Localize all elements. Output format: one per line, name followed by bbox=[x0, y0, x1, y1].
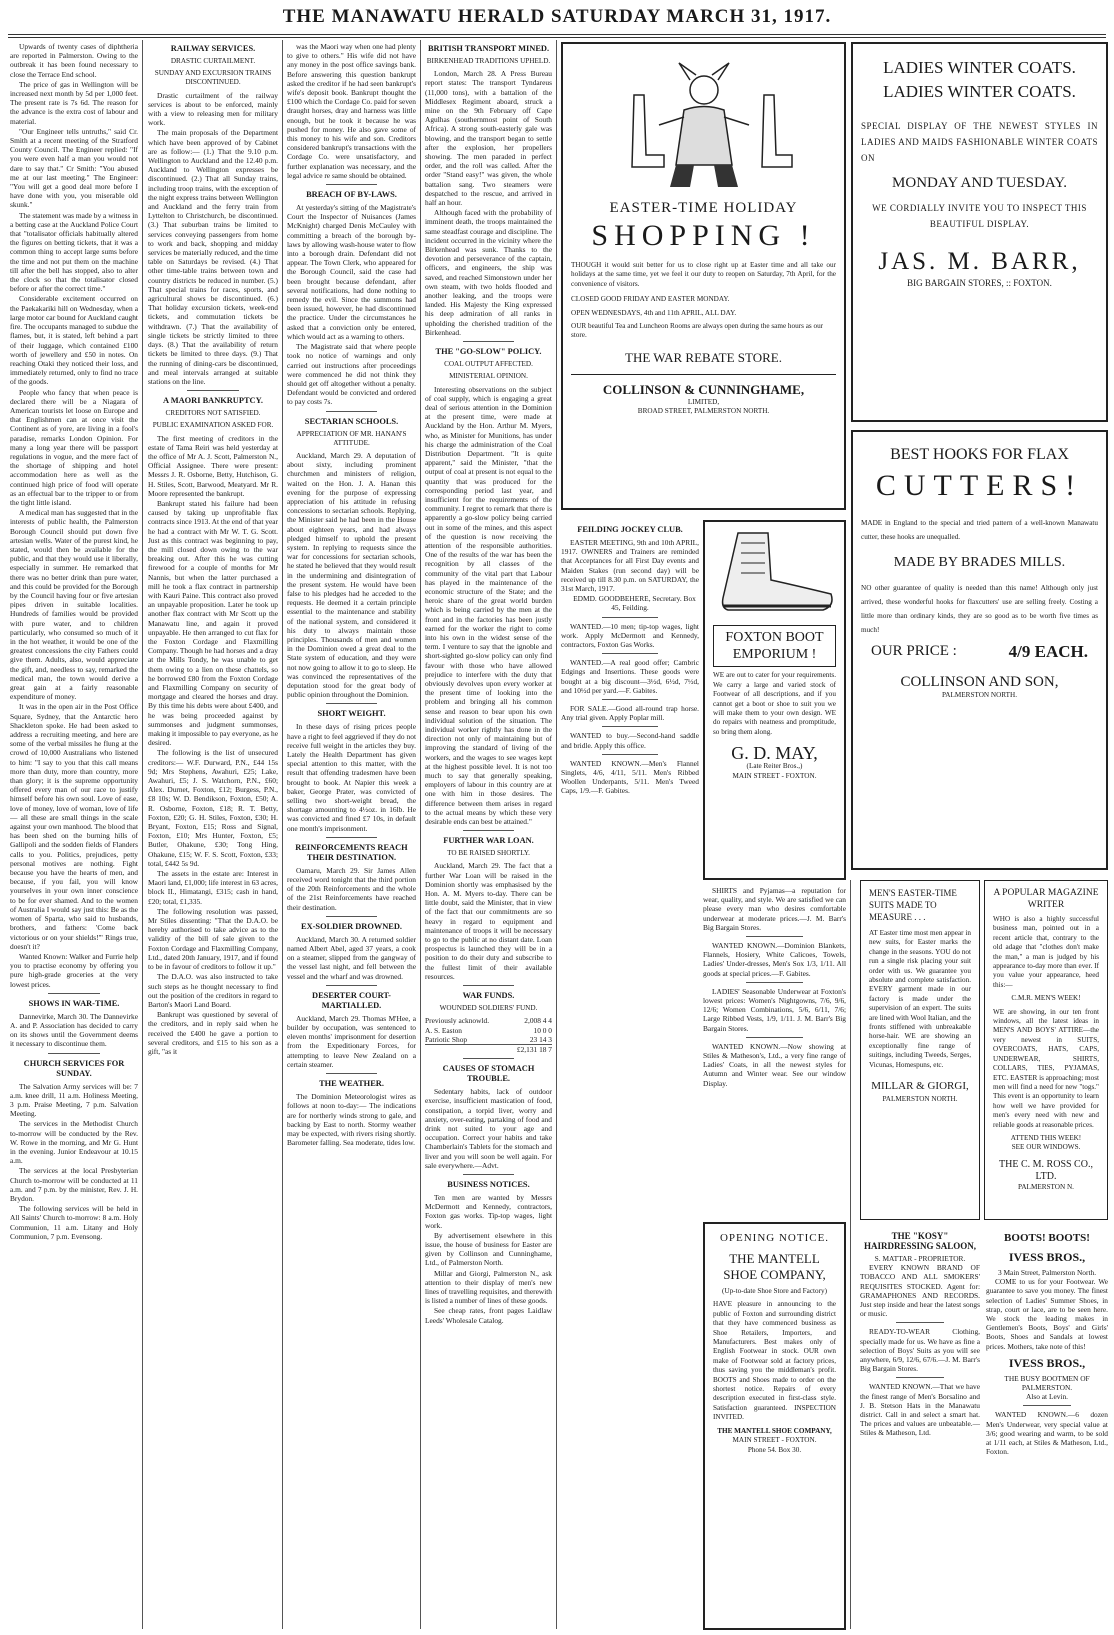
article-paragraph: Oamaru, March 29. Sir James Allen received word tonight that the third portion of the 20th Reinforcements and the whole of the 21st Reinforcements have reached their destination. bbox=[287, 865, 416, 912]
mens-text: AT Easter time most men appear in new suits, for Easter marks the change in the seasons. YOU do not run a single risk placing your suit order with us. We guarantee you absolute and complete satisfaction. EVERY garment made in our factory is made under the supervision of an expert. The suits are lined with Wool Italian, and the fronts stiffened with unbreakable horse-hair. WE are showing an exceptionally fine range of suitings, including Tweeds, Serges, Vicunas, Homespuns, etc. bbox=[869, 929, 971, 1069]
separator bbox=[326, 184, 378, 185]
article-paragraph: The D.A.O. was also instructed to take such steps as he thought necessary to find out the position of the creditors in regard to Barton's Maori Land Board. bbox=[148, 972, 278, 1009]
fund-table bbox=[425, 1016, 552, 1054]
classified-ad: WANTED KNOWN.—Men's Flannel Singlets, 4/6, 4/11, 5/11. Men's Ribbed Woollen Underpants, 5/11. Men's Tweed Caps, 1/9.—F. Gabites. bbox=[561, 758, 699, 796]
mantell-phone: Phone 54. Box 30. bbox=[747, 1445, 802, 1454]
mantell-address: MAIN STREET - FOXTON. bbox=[732, 1436, 817, 1445]
classified-ad: LADIES' Seasonable Underwear at Foxton's lowest prices: Women's Nightgowns, 7/6, 9/6, 12/6; Women Combinations, 5/6, 6/11, 7/6; Large Ribbed Vests, 1/9, 1/11. J. M. Barr's Big Bargain Stores. bbox=[703, 986, 846, 1033]
boot-emporium-name: FOXTON BOOT EMPORIUM ! bbox=[713, 625, 836, 667]
jockey-sign: EDMD. GOODBEHERE, Secretary. Box 45, Feilding. bbox=[573, 594, 696, 613]
article-heading: BUSINESS NOTICES. bbox=[447, 1179, 530, 1189]
mantell-footer-name: THE MANTELL SHOE COMPANY, bbox=[717, 1426, 832, 1435]
article-subheading: DRASTIC CURTAILMENT. bbox=[170, 57, 256, 65]
masthead: THE MANAWATU HERALD SATURDAY MARCH 31, 1917. bbox=[282, 6, 832, 27]
writer-text-2: WE are showing, in our ten front windows, all the latest ideas in MEN'S AND BOYS' ATTIRE—the very newest in SUITS, OVERCOATS, HATS, CAPS, UNDERWEAR, SHIRTS, COLLARS, TIES, PYJAMAS, ETC. EASTER is approaching; most men will find a need for new "togs." This event is an opportunity to learn how well we have provided for men's every need with new and reliable goods at reasonable prices. bbox=[993, 1007, 1100, 1129]
mantell-name: THE MANTELL SHOE COMPANY, bbox=[723, 1251, 826, 1282]
separator bbox=[48, 993, 99, 994]
article-heading: FURTHER WAR LOAN. bbox=[443, 836, 534, 846]
column-divider bbox=[850, 880, 851, 1629]
jockey-text: EASTER MEETING, 9th and 10th APRIL, 1917. OWNERS and Trainers are reminded that Acceptances for all First Day events and Maiden Stakes (run second day) will be received up till 8.30 p.m. on SATURDAY, the 31st March, 1917. bbox=[561, 538, 699, 594]
ivess-name-2: IVESS BROS., bbox=[1008, 1355, 1086, 1370]
classifieds-left bbox=[561, 520, 699, 880]
article-paragraph: Auckland, March 29. The fact that a further War Loan will be raised in the Dominion shortly was emphasised by the Hon. A. M. Myers to-day. There can be little doubt, said the Minister, that in view of the fact that our commitments are so heavy in regard to equipment and maintenance of troops it will be necessary to go to the public at no distant date. Loan prospectus is launched they will be in a position to do their duty and subscribe to the fullest limit of their available resources. bbox=[425, 861, 552, 981]
article-heading: DESERTER COURT-MARTIALLED. bbox=[312, 990, 391, 1010]
article-paragraph: A medical man has suggested that in the interests of public health, the Palmerston Borough Council should put down five artesian wells. Water of the purest kind, he stated, would then be available for the public, and that they would use it liberally, especially in summer. He remarked that there was no better drink than pure water, and this could be provided for the Borough by the Council having four or five artesian pipes driven in suitable localities. Hundreds of families would be provided with pure water, and to children particularly, who consumed so much of it in the hot weather, it would be one of the greatest concessions the city Fathers could give them. Adults, also, would appreciate the gift, and, needless to say, remarked the medical man, the town would derive a great gain at a fairly reasonable expenditure of money. bbox=[10, 508, 138, 702]
masthead-rule-2 bbox=[8, 37, 1106, 38]
article-paragraph: See cheap rates, front pages Laidlaw Leeds' Wholesale Catalog. bbox=[425, 1306, 552, 1325]
separator bbox=[602, 726, 657, 727]
separator bbox=[326, 1073, 378, 1074]
ivess-address: 3 Main Street, Palmerston North. bbox=[997, 1268, 1097, 1277]
article-heading: SHORT WEIGHT. bbox=[317, 709, 386, 719]
classified-ad: SHIRTS and Pyjamas—a reputation for wear, quality, and style. We are satisfied we can please every man who desires comfortable underwear at moderate prices.—J. M. Barr's Big Bargain Stores. bbox=[703, 886, 846, 932]
article-paragraph: "Our Engineer tells untruths," said Cr. Smith at a recent meeting of the Stratford County Council. The Engineer replied: "If you were even half a man you would not dare to say that." Cr Smith: "You abused me at our last meeting." The Engineer: "You will get a good deal more before I have done with you, you miserable old skunk." bbox=[10, 126, 138, 210]
fund-row-label: A. S. Easton bbox=[425, 1025, 462, 1035]
separator bbox=[326, 703, 378, 704]
separator bbox=[746, 982, 803, 983]
article-heading: THE "GO-SLOW" POLICY. bbox=[435, 347, 542, 357]
article-paragraph: The services in the Methodist Church to-morrow will be conducted by the Rev. W. Rowe in the morning, and Mr G. Hunt in the evening. Junior Endeavour at 10.15 a.m. bbox=[10, 1119, 138, 1166]
article-paragraph: It was in the open air in the Post Office Square, Sydney, that the Antarctic hero Shackleton spoke. He had been asked to address a recruiting meeting, and here are some of the verbal missiles he flung at the crowd of 10,000 Australians who listened to him: "I say to you that this call means more than duty, more than country, more than glory; it is the supreme opportunity offered every man of our race to justify himself before his own soul. Love of ease, love of money, love of woman, love of life — all these are small things in the scale against your own manhood. The blood that has been shed on the burning hills of Gallipoli and the sodden fields of Flanders calls to you. Politics, prejudices, petty personal motives are nothing. Fight because you have the hearts of men, and because, if you fail, you will know yourselves in your own inner conscience to be for ever shamed. And to the women of Australia I would say just this: Be as the women of Sparta, who said to husbands, brothers, and fathers: 'Come back victorious or on your shields!'" Rings true, doesn't it? bbox=[10, 702, 138, 951]
coats-heading: LADIES WINTER COATS. bbox=[883, 58, 1076, 77]
coats-heading-2: LADIES WINTER COATS. bbox=[883, 82, 1076, 101]
article-paragraph: The Salvation Army services will be: 7 a.m. knee drill, 11 a.m. Holiness Meeting, 3 p.m. Praise Meeting, 7 p.m. Salvation Meeting. bbox=[10, 1081, 138, 1119]
article-heading: BREACH OF BY-LAWS. bbox=[306, 190, 397, 200]
easter-open: OPEN WEDNESDAYS, 4th and 11th APRIL, ALL DAY. bbox=[571, 308, 737, 317]
mantell-subtitle: (Up-to-date Shoe Store and Factory) bbox=[722, 1287, 827, 1295]
easter-shopping-heading: SHOPPING ! bbox=[591, 219, 816, 252]
separator bbox=[187, 390, 239, 391]
article-paragraph: The Dominion Meteorologist wires as follows at noon to-day:— The indications are for northerly winds strong to gale, and backing by East to north. Stormy weather may be expected, with rivers rising shortly. Barometer falling. Sea moderate, tides low. bbox=[287, 1092, 416, 1148]
article-paragraph: Auckland, March 29. Thomas M'Hee, a builder by occupation, was sentenced to eleven months' imprisonment for desertion from the Expeditionary Forces, for attempting to leave New Zealand on a certain steamer. bbox=[287, 1013, 416, 1069]
kosy-column bbox=[860, 1226, 980, 1630]
article-paragraph: The services at the local Presbyterian Church to-morrow will be conducted at 11 a.m. and 7 p.m. by the minister, Rev. J. H. Brydon. bbox=[10, 1166, 138, 1203]
separator bbox=[326, 916, 378, 917]
classifieds-right bbox=[703, 886, 846, 1216]
article-paragraph: Bankrupt was questioned by several of the creditors, and in reply said when he received the £400 he gave a portion to several creditors, and £15 to his son as a gift, "as it bbox=[148, 1010, 278, 1056]
ivess-text: COME to us for your Footwear. We guarantee to save you money. The finest selection of Ladies' Summer Shoes, in strap, court or lace, are to be seen here. We stock the leading makes in Gentlemen's Boots, Boys' and Girls' Boots, Shoes and Sandals at lowest prices. Mothers, take note of this! bbox=[986, 1277, 1108, 1351]
article-paragraph: The following is the list of unsecured creditors:— W.F. Durward, P.N., £44 15s 9d; Mrs Stephens, Awahuri, £25; Lake, Awahuri, £5; J. S. Watchorn, P.N., £60; Alex. Durnet, Foxton, £12; Burgess, P.N., £8 10s; W. D. Bendikson, Foxton, £50; A. R. Osborne, Foxton, £18; R. T. Betty, Foxton, £20; G. H. Stiles, Foxton, £30; H. Bryant, Foxton, £15; Ross and Signal, Foxton, £10; Mrs Hunter, Foxton, £5; Butler, Ohakune, £30; Tong Hing, Ohakune, £15; W. F. S. Scott, Foxton, £33; total, £442 5s 9d. bbox=[148, 748, 278, 868]
ivess-name: IVESS BROS., bbox=[1008, 1250, 1086, 1264]
article-paragraph: In these days of rising prices people have a right to feel aggrieved if they do not receive full weight in the articles they buy. Lately the Health Department has given special attention to this matter, with the result that offending tradesmen have been brought to book. At Napier this week a baker, George Prater, was convicted of selling two short-weight bread, the shortage amounting to 4½oz. in 16lb. He was convicted and fined £7 10s, in default one month's imprisonment. bbox=[287, 722, 416, 833]
fund-row-amount: 2,008 4 4 bbox=[524, 1016, 552, 1026]
easter-title: EASTER-TIME HOLIDAY bbox=[609, 200, 798, 216]
separator bbox=[896, 1322, 944, 1323]
article-paragraph: Dannevirke, March 30. The Dannevirke A. and P. Association has decided to carry on its shows until the Government deems it necessary to discontinue them. bbox=[10, 1011, 138, 1049]
separator bbox=[326, 985, 378, 986]
coats-text: SPECIAL DISPLAY OF THE NEWEST STYLES IN LADIES AND MAIDS FASHIONABLE WINTER COATS ON bbox=[861, 121, 1098, 163]
article-paragraph: Sedentary habits, lack of outdoor exercise, insufficient mastication of food, constipation, a torpid liver, worry and anxiety, over-eating, partaking of food and drink not suited to your age and occupation. Correct your habits and take Chamberlain's Tablets for the stomach and liver and you will soon be well again. For sale everywhere.—Advt. bbox=[425, 1087, 552, 1170]
mantell-opening: OPENING NOTICE. bbox=[719, 1232, 830, 1244]
separator bbox=[463, 830, 514, 831]
may-late: (Late Reiter Bros.,) bbox=[746, 762, 803, 771]
article-paragraph: The assets in the estate are: Interest in Maori land, £1,000; life interest in 63 acres, block II., Himatangi, £315; cash in hand, £20; total, £1,335. bbox=[148, 869, 278, 906]
see-windows: SEE OUR WINDOWS. bbox=[1011, 1143, 1081, 1152]
collinson-son-name: COLLINSON AND SON, bbox=[900, 674, 1059, 691]
kosy-text: EVERY KNOWN BRAND OF TOBACCO AND ALL SMOKERS' REQUISITES STOCKED. Agent for: GRAMAPHONES AND RECORDS. Just step inside and hear the latest songs or music. bbox=[860, 1263, 980, 1319]
column-divider bbox=[420, 40, 421, 1629]
article-paragraph: The Magistrate said that where people took no notice of warnings and only carried out instructions after proceedings were commenced he did not think they should get off altogether without a penalty. Defendant would be convicted and ordered to pay costs 7s. bbox=[287, 342, 416, 407]
may-address: MAIN STREET - FOXTON. bbox=[732, 771, 817, 780]
article-paragraph: The statement was made by a witness in a betting case at the Auckland Police Court that "totalisator officials habitually altered the figures on betting tickets, that it was a common thing to accept large sums before the time and not put them on the machine till after the bell has stopped, also to alter the clock so that the totalisator closed before or after the correct time." bbox=[10, 210, 138, 294]
flax-hooks-ad bbox=[851, 430, 1108, 870]
easter-tea: OUR beautiful Tea and Luncheon Rooms are always open during the same hours as our store. bbox=[571, 322, 824, 340]
coats-days: MONDAY AND TUESDAY. bbox=[892, 175, 1067, 191]
classified-ad: WANTED KNOWN.—Now showing at Stiles & Matheson's, Ltd., a very fine range of Ladies' Coats, in all the newest styles for Autumn and Winter wear. See our window Display. bbox=[703, 1041, 846, 1088]
article-heading: BRITISH TRANSPORT MINED. bbox=[427, 44, 550, 53]
brades-mills: MADE BY BRADES MILLS. bbox=[893, 555, 1066, 570]
separator bbox=[463, 985, 514, 986]
price-value: 4/9 EACH. bbox=[1008, 642, 1088, 661]
article-subheading: MINISTERIAL OPINION. bbox=[449, 372, 528, 381]
article-paragraph: Millar and Giorgi, Palmerston N., ask attention to their display of men's new lines of travelling requisites, and therewith is listed a number of lines of these goods. bbox=[425, 1268, 552, 1306]
article-heading: REINFORCEMENTS REACH THEIR DESTINATION. bbox=[295, 842, 408, 862]
classified-ad: WANTED.—10 men; tip-top wages, light work. Apply McDermott and Kennedy, contractors, Foxton Gas Works. bbox=[561, 621, 699, 650]
collinson-name: COLLINSON & CUNNINGHAME, bbox=[602, 381, 805, 397]
collinson-son-address: PALMERSTON NORTH. bbox=[941, 691, 1018, 700]
article-paragraph: By advertisement elsewhere in this issue, the house of business for Easter are given by Collinson and Cunninghame, Ltd., of Palmerston North. bbox=[425, 1230, 552, 1268]
article-subheading: TO BE RAISED SHORTLY. bbox=[447, 849, 530, 858]
boot-emporium-ad bbox=[703, 520, 846, 880]
classified-ad: WANTED.—A real good offer; Cambric Edgings and Insertions. These goods were bought at a big discount—3½d, 6½d, 7½d, and 10½d per yard.—F. Gabites. bbox=[561, 658, 699, 695]
article-subheading: CREDITORS NOT SATISFIED. bbox=[165, 409, 261, 418]
article-paragraph: At yesterday's sitting of the Magistrate's Court the Inspector of Nuisances (James McKnight) charged Denis McCauley with committing a breach of the borough by-laws by allowing wash-house water to flow into a borough drain. Defendant did not appear. The Town Clerk, who appeared for the Borough Council, said the case had been brought because defendant, after several notifications, had done nothing to remedy the evil. Since the summons had been issued, however, he had discontinued the practice. Under the circumstances he asked that a conviction only be entered, which would act as a warning to others. bbox=[287, 203, 416, 341]
separator bbox=[602, 617, 657, 618]
article-paragraph: Bankrupt stated his failure had been caused by taking up unprofitable flax contracts since 1913. At the end of that year he had a contract with Mr W. T. G. Scott. Just as this contract was beginning to pay, the mill closed down owing to the war breaking out. After this he was cutting firewood for a couple of months for Mr Nannis, but when the latter purchased a mill he took a flax contract in partnership with Kauri Paine. This contract also proved an unpayable proposition. Later he took up another flax contract with Mr Scott up the Manawatu line, and again it proved unpayable. He then arranged to cut flax for the Foxton Cordage and Flaxmilling Company. Though he had horses and a dray at the Mills Tondy, he was unable to get them owing to a lien on these chattels, so he borrowed £80 from the Foxton Cordage and Flaxmilling Company on security of mortgage and cleared the horses and dray. By this time his debts were about £400, and he was being proceeded against by summonses and judgment summonses, making it impossible to pay everyone, as he desired. bbox=[148, 498, 278, 748]
fund-row-label: Previously acknowld. bbox=[425, 1016, 490, 1026]
article-heading: RAILWAY SERVICES. bbox=[170, 44, 256, 53]
easter-shopping-ad bbox=[561, 42, 846, 510]
article-paragraph: Auckland, March 29. A deputation of about sixty, including prominent churchmen and ministers of religion, waited on the Hon. J. A. Hanan this evening for the purpose of expressing appreciation of his attitude in refusing concessions to sectarian schools. Replying, the Minister said he had been in the House about eighteen years, and had always pledged himself to uphold the present system. In replying to requests since the war for concessions for sectarian schools, he stated he believed that they would result in the undermining and disintegration of the present system. He would have been false to his pledges had he acceded to the requests. He deemed it a certain principle essential to the maintenance and stability of the national system, and considered it his duty to always maintain those principles. Thousands of men and women in the Dominion owed a great deal to the State system of education, and they were not now going to allow it to go to sleep. He was convinced the representatives of the deputation stood for the great body of public opinion throughout the Dominion. bbox=[287, 450, 416, 700]
classified-ad: WANTED to buy.—Second-hand saddle and bridle. Apply this office. bbox=[561, 731, 699, 750]
attend-week: ATTEND THIS WEEK! bbox=[1010, 1133, 1082, 1142]
article-paragraph: Considerable excitement occurred on the Paekakariki hill on Wednesday, when a large motor car bound for Auckland caught fire. The occupants managed to subdue the flames, but, it is stated, left behind a part of their luggage, which contained £100 worth of jewellery and £50 in notes. On reaching Otaki they noticed their loss, and immediately returned, only to find no trace of the goods. bbox=[10, 294, 138, 387]
separator bbox=[746, 936, 803, 937]
classified-ad: READY-TO-WEAR Clothing, specially made for us. We have as fine a selection of Boys' Suits as you will see anywhere, 6/9, 12/6, 67/6.—J. M. Barr's Big Bargain Stores. bbox=[860, 1327, 980, 1374]
article-heading: CHURCH SERVICES FOR SUNDAY. bbox=[23, 1058, 125, 1078]
fund-row-amount: 10 0 0 bbox=[533, 1025, 552, 1035]
article-paragraph: Interesting observations on the subject of coal supply, which is engaging a great deal of serious attention in the Dominion at the present time, were made at Auckland by the Hon. Arthur M. Myers, who, as Minister for Munitions, has under his charge the administration of the Coal Distribution Department. "It is quite apparent," said the Minister, "that the output of coal at present is not equal to the quantity that was produced for the corresponding period last year, and insufficient for the requirements of the community. I regret to remark that there is apparently a go-slow policy being carried out in some of the mines, and this aspect of the question is now receiving the attention of the responsible authorities. One of the results of the war has been the recognition by all classes of the community of the vital part that Labour has played in the maintenance of the economic structure of the State; and the heroic share of the great world burden which is being carried by the men at the front and in the factories has been justly earned for the worker the right to come into his own in the widest sense of the term. I venture to say that the ignoble and short-sighted go-slow policy can only find favour with those who have allowed prejudice to interfere with the duty that obviously devolves upon every worker at the present time of looking into the problem and bringing all his common sense and reason to bear upon his own individual solution of the situation. The individual worker rightly has done in the direction not only of maintaining but of improving the standard of living of the workers, and the wages to see wages kept at the highest possible level. It is not too much to say that generally speaking, employers of labour in this country are at one with him in those desires. The difference between them arises in regard to the actual means by which these very desirable ends can best be attained." bbox=[425, 384, 552, 827]
writer-heading: A POPULAR MAGAZINE WRITER bbox=[993, 888, 1099, 910]
article-paragraph: Ten men are wanted by Messrs McDermott and Kennedy, contractors, Foxton gas works. Tip-top wages, light work. bbox=[425, 1192, 552, 1230]
article-subheading: APPRECIATION OF MR. HANAN'S ATTITUDE. bbox=[296, 429, 407, 447]
separator bbox=[326, 837, 378, 838]
separator bbox=[463, 341, 514, 342]
fund-row bbox=[425, 1016, 552, 1025]
article-paragraph: The following resolution was passed, Mr Stiles dissenting: "That the D.A.O. be hereby authorised to take advice as to the validity of the bill of sale given to the Foxton Cordage and Flaxmilling Company, Ltd., dated 20th January, 1917, and if found to be in favour of creditors to follow it up." bbox=[148, 906, 278, 972]
ivess-levin: Also at Levin. bbox=[1025, 1392, 1069, 1402]
collinson-ltd: LIMITED, bbox=[687, 397, 720, 406]
article-subheading: BIRKENHEAD TRADITIONS UPHELD. bbox=[426, 57, 551, 65]
ivess-tagline: THE BUSY BOOTMEN OF PALMERSTON. bbox=[1004, 1373, 1090, 1393]
separator bbox=[463, 1174, 514, 1175]
article-heading: A MAORI BANKRUPTCY. bbox=[163, 396, 263, 406]
writer-text: WHO is also a highly successful business man, pointed out in a recent article that, contrary to the old adage that "clothes don't make the man," a man is judged by his appearance to-day more than ever. If you value your appearance, heed this:— bbox=[993, 915, 1099, 989]
article-paragraph: Although faced with the probability of imminent death, the troops maintained the same steadfast courage and discipline. The incident occurred in the vicinity where the Birkenhead was sunk. Thanks to the devotion and perseverance of the captain, officers, and engineers, the ship was saved, and reached Simonstown under her own steam, with two holds flooded and another leaking, and the troops were landed. His Majesty the King expressed his deep admiration of all ranks in upholding the cherished tradition of the Birkenhead. bbox=[425, 208, 552, 337]
column-3 bbox=[287, 42, 416, 1630]
fund-total: £2,131 18 7 bbox=[425, 1044, 552, 1054]
article-paragraph: People who fancy that when peace is declared there will be a Niagara of American tourists let loose on Europe and that Englishmen can at once visit the Continent as of yore, are living in a fool's paradise, remarks London Opinion. For many a long year there will be passport regulations in vogue, and the mere fact of the shortage of shipping and hotel accommodation here as well as the continued high price of food will operate as an effectual bar to the tripper to or from the tight little island. bbox=[10, 387, 138, 507]
jockey-heading: FEILDING JOCKEY CLUB. bbox=[577, 525, 683, 534]
article-paragraph: The price of gas in Wellington will be increased next month by 5d per 1,000 feet. The present rate is 7s 6d. The reason for the advance is the extra cost of labour and material. bbox=[10, 79, 138, 126]
separator bbox=[1023, 1405, 1072, 1406]
price-row bbox=[871, 642, 1088, 661]
fund-row-amount: 23 14 3 bbox=[529, 1034, 552, 1044]
article-heading: CAUSES OF STOMACH TROUBLE. bbox=[442, 1064, 535, 1084]
barr-name: JAS. M. BARR, bbox=[878, 248, 1081, 275]
mantell-text: HAVE pleasure in announcing to the public of Foxton and surrounding district that they have commenced business as Shoe Retailers, Importers, and Manufacturers. Best makes only of English Footwear in stock. OUR own make of Footwear sold at factory prices, thus saving you the middleman's profit. BOOTS and Shoes made to order on the shortest notice. Repairs of every description executed in first-class style. Satisfaction guaranteed. INSPECTION INVITED. bbox=[713, 1300, 836, 1422]
classified-ad: WANTED KNOWN.—Dominion Blankets, Flannels, Hosiery, White Calicoes, Towels, Ladies' Under-dresses, Men's Sox 1/3, 1/11. All goods at special prices.—F. Gabites. bbox=[703, 941, 846, 978]
hooks-text-2: NO other guarantee of quality is needed than this name! Although only just arrived, these wonderful hooks for flaxcutters' use are selling freely. Costing a little more than ordinary kinds, they are so good as to be worth five times as much! bbox=[861, 584, 1098, 634]
column-2 bbox=[148, 42, 278, 1630]
article-paragraph: The first meeting of creditors in the estate of Tama Reiri was held yesterday at the office of Mr A. J. Scott, Palmerston N., Official Assignee. There were present: Messrs J. R. Osborne, Betty, Hutchison, G. H. Stiles, Scott, Barwood, Meatyard. Mr R. Moore represented the bankrupt. bbox=[148, 433, 278, 498]
separator bbox=[326, 411, 378, 412]
fund-row-label: Patriotic Shop bbox=[425, 1034, 468, 1044]
easter-closed: CLOSED GOOD FRIDAY AND EASTER MONDAY. bbox=[571, 295, 730, 304]
separator bbox=[571, 374, 836, 375]
article-paragraph: The following services will be held in All Saints' Church to-morrow: 8 a.m. Holy Communion, 11 a.m. Litany and Holy Communion, 7 p.m. Evensong. bbox=[10, 1204, 138, 1241]
article-subheading: SUNDAY AND EXCURSION TRAINS DISCONTINUED. bbox=[154, 69, 272, 87]
classified-ad: WANTED KNOWN.—6 dozen Men's Underwear, very special value at 3/6; good wearing and warm, to be sold at 1/11 each, at Stiles & Matheson, Ltd., Foxton. bbox=[986, 1410, 1108, 1457]
fund-row bbox=[425, 1035, 552, 1044]
article-paragraph: Auckland, March 30. A returned soldier named Albert Abel, aged 37 years, a cook on a steamer, slipped from the gangway of the vessel last night, and fell between the vessel and the wharf and was drowned. bbox=[287, 934, 416, 981]
mantell-shoe-ad bbox=[703, 1222, 846, 1630]
kosy-proprietor: S. MATTAR - PROPRIETOR. bbox=[874, 1254, 966, 1263]
fund-row bbox=[425, 1026, 552, 1035]
article-heading: SHOWS IN WAR-TIME. bbox=[28, 998, 120, 1008]
ross-address: PALMERSTON N. bbox=[1018, 1182, 1074, 1191]
article-subheading: PUBLIC EXAMINATION ASKED FOR. bbox=[152, 421, 274, 430]
kosy-heading: THE "KOSY" HAIRDRESSING SALOON, bbox=[863, 1231, 977, 1251]
separator bbox=[896, 1377, 944, 1378]
jester-boots-icon bbox=[604, 55, 804, 195]
column-divider bbox=[556, 40, 557, 1629]
article-paragraph: Drastic curtailment of the railway services is about to be enforced, mainly with a view to releasing men for military work. bbox=[148, 90, 278, 128]
easter-text: THOUGH it would suit better for us to close right up at Easter time and all take our holidays at the same time, yet we feel it our duty to reopen on Saturday, 7th April, for the convenience of visitors. bbox=[571, 261, 836, 288]
hooks-cutters: CUTTERS! bbox=[875, 469, 1084, 502]
boot-text: WE are out to cater for your requirements. We carry a large and varied stock of Footwear of all descriptions, and if you cannot get a boot or shoe to suit you we will make them to your own design. WE do repairs with neatness and promptitude, so bring them along. bbox=[713, 671, 836, 736]
article-heading: EX-SOLDIER DROWNED. bbox=[301, 921, 402, 931]
ivess-column bbox=[986, 1226, 1108, 1630]
classified-ad: FOR SALE.—Good all-round trap horse. Any trial given. Apply Poplar mill. bbox=[561, 704, 699, 723]
article-paragraph: The main proposals of the Department which have been approved of by Cabinet are as follow:— (1.) That the 9.10 p.m. Wellington to Auckland and the 12.40 p.m. Auckland to Wellington expresses be discontinued. (2.) That all Sunday trains, including troop trains, with the exception of the night express trains between Wellington and Auckland and the ferry train from Lyttelton to Christchurch, be discontinued. (3.) That suburban trains be limited to services conveying passengers from home to work and back, shopping and midday services be materially reduced, and the time table on Saturdays be revised. (4.) That other time-table trains between town and country districts be reduced in number. (5.) That special trains for races, sports, and agricultural shows be discontinued. (6.) That holiday excursion tickets, week-end tickets, and commutation tickets be withdrawn. (7.) That the availability of single tickets be strictly limited to three days. (8.) That the availability of return tickets be limited to three days. (9.) That the running of dining-cars be discontinued, and meal intervals arranged at suitable stations on the line. bbox=[148, 128, 278, 386]
separator bbox=[463, 1058, 514, 1059]
may-name: G. D. MAY, bbox=[731, 743, 818, 764]
article-heading: THE WEATHER. bbox=[319, 1079, 384, 1089]
price-label: OUR PRICE : bbox=[871, 643, 957, 659]
classified-ad: WANTED KNOWN.—That we have the finest range of Men's Borsalino and J. B. Stetson Hats in the Manawatu district. Call in and select a smart hat. The prices and values are unbeatable.—Stiles & Matheson, Ltd. bbox=[860, 1382, 980, 1438]
hooks-text: MADE in England to the special and tried pattern of a well-known Manawatu cutter, these hooks are unequalled. bbox=[861, 519, 1098, 541]
article-paragraph: London, March 28. A Press Bureau report states: The transport Tyndareus (11,000 tons), with a battalion of the Middlesex Regiment aboard, struck a mine on the 9th February off Cape Agulhas (southernmost point of South Africa). A strong south-easterly gale was blowing, and the transport began to settle after the explosion, her propellers showing. The men paraded in perfect order, and the roll was called. After the order "Stand easy!" was given, the whole battalion sang. Two steamers were despatched to the rescue, and arrived in half an hour. bbox=[425, 69, 552, 208]
barr-address: BIG BARGAIN STORES, :: FOXTON. bbox=[907, 278, 1052, 288]
separator bbox=[746, 1037, 803, 1038]
boot-icon bbox=[713, 528, 838, 618]
cmr-week: C.M.R. MEN'S WEEK! bbox=[1011, 994, 1081, 1003]
masthead-rule bbox=[8, 34, 1106, 35]
column-divider bbox=[282, 40, 283, 1629]
ivess-boots-heading: BOOTS! BOOTS! bbox=[1004, 1232, 1090, 1244]
separator bbox=[602, 754, 657, 755]
coats-invite: WE CORDIALLY INVITE YOU TO INSPECT THIS BEAUTIFUL DISPLAY. bbox=[872, 203, 1087, 229]
magazine-writer-ad bbox=[984, 880, 1108, 1220]
separator bbox=[48, 1053, 99, 1054]
ross-name: THE C. M. ROSS CO., LTD. bbox=[999, 1158, 1093, 1182]
spacer bbox=[561, 886, 699, 898]
article-heading: WAR FUNDS. bbox=[462, 991, 515, 1001]
ladies-coats-ad bbox=[851, 42, 1108, 422]
jester-illustration bbox=[571, 50, 836, 200]
article-subheading: WOUNDED SOLDIERS' FUND. bbox=[439, 1004, 538, 1013]
article-paragraph: was the Maori way when one had plenty to give to others." His wife did not have any money in the post office savings bank. Before answering this question bankrupt asked the creditor if he had seen bankrupt's wife's deposit book. Bankrupt thought the £100 which the Cordage Co. paid for seven draught horses, dray and harness was little enough, but he took it because he was pushed for money. He also gave some of this money to his wife and son. Creditors considered bankrupt's transactions with the Cordage Co. were unsatisfactory, and further explanation was necessary, and the legal advice re same should be obtained. bbox=[287, 42, 416, 180]
article-heading: SECTARIAN SCHOOLS. bbox=[304, 416, 399, 426]
mens-suits-ad bbox=[860, 880, 980, 1220]
article-subheading: COAL OUTPUT AFFECTED. bbox=[444, 360, 533, 369]
mens-heading: MEN'S EASTER-TIME SUITS MADE TO MEASURE . . . bbox=[869, 888, 957, 922]
millar-name: MILLAR & GIORGI, bbox=[871, 1080, 969, 1093]
separator bbox=[602, 699, 657, 700]
collinson-address: BROAD STREET, PALMERSTON NORTH. bbox=[637, 407, 770, 416]
millar-address: PALMERSTON NORTH. bbox=[882, 1095, 958, 1104]
article-paragraph: Upwards of twenty cases of diphtheria are reported in Palmerston. Owing to the outbreak it has been found necessary to close the Terrace End school. bbox=[10, 42, 138, 79]
column-4 bbox=[425, 42, 552, 1630]
war-rebate-store: THE WAR REBATE STORE. bbox=[625, 349, 782, 365]
column-divider bbox=[142, 40, 143, 1629]
hooks-heading: BEST HOOKS FOR FLAX bbox=[890, 446, 1069, 463]
article-paragraph: Wanted Known: Walker and Furrie help you to practise economy by offering you pure high-grade groceries at the very lowest prices. bbox=[10, 951, 138, 989]
separator bbox=[602, 653, 657, 654]
column-1 bbox=[10, 42, 138, 1630]
